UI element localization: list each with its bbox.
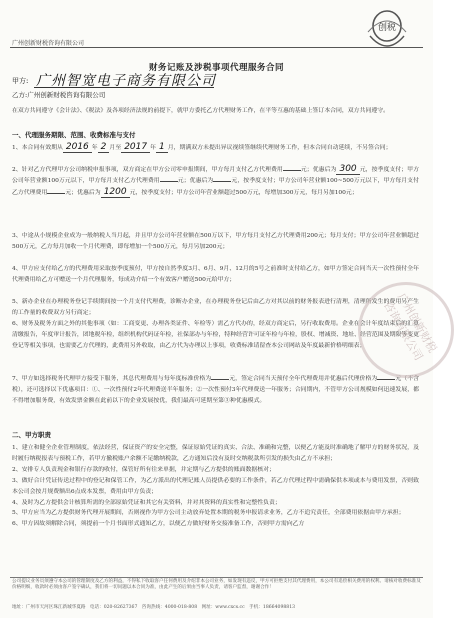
contract-title: 财务记账及涉税事项代理服务合同 — [148, 63, 284, 73]
clause-1-text: 月至 — [109, 145, 122, 151]
header-rule — [10, 47, 423, 48]
duty-item: 3、做好合计凭证传送过程中的登记和保管工作，为乙方派出的代理记账人员提供必要的工作条件，若乙方代理过程中需确保供本项或本与费用发票，否则致本公司会按月规费额出6点成本发票，费用由甲方负责； — [12, 477, 419, 495]
party-b-line — [12, 90, 105, 99]
footer-address: 地址：广州市天河区珠江新城华夏路 — [12, 605, 86, 610]
start-month: 2 — [98, 142, 110, 153]
clause-4: 4、甲方应支付给乙方的代理费用采取按季度预付，甲方按自然季度3月、6月、9月、12月的5号之前准时支付给乙方，如甲方签定合同当天一次性预付全年代理费用给乙方可赠送一个月代理服务，每成功介绍一个有效客户赠送500元给甲方； — [12, 266, 419, 283]
footer-note: 公司提议业务员须遵守本公司的管理制度及乙方的利益，不得私下收取客户任何费用及介绍非本公司业务，如发现有违反，甲方可拒绝支付其代理费用，本公司有追偿相关费用的权利。请核对收费标准及价格明细，收款时必须由客户签字确认，我们将一切问题以本合同为准，由此产生的后果由当事人负责，请客户监督，谢谢合作！ — [12, 579, 421, 591]
blank — [160, 181, 178, 182]
header-company: 广州创新财税咨询有限公司 — [12, 40, 85, 47]
clause-1 — [12, 142, 419, 154]
footer-phone: 020-82627367 — [103, 605, 138, 610]
clause-2-text: 元，按季度支付；甲方公司年营业额超过500万元，每增加300万元，每月另加100元； — [129, 189, 358, 196]
fee-100-500: 1200 — [101, 187, 130, 198]
company-seal — [358, 282, 454, 378]
seal-text: 广州创新财税咨询有限公司 — [381, 291, 440, 363]
footer-phone-label: 电话： — [89, 605, 104, 610]
clause-2-text: 元；优惠后为 — [65, 189, 101, 196]
duty-item: 4、及时为乙方提供会计核算所需的全部原始凭证和其它有关资料，并对其资料的真实性和完整性负责； — [12, 499, 281, 506]
clause-5: 5、新办企业在办理税务登记手续期间按一个月支付代理费，诊断办企业，在办理税务登记后由乙方对其以前的财务报表进行清理，清理所发生的费用另产生的工作量的收费双方另行商定； — [12, 299, 419, 316]
footer-website: 网址：www.cxcs.cc — [201, 605, 245, 610]
company-logo — [364, 6, 410, 54]
clause-6: 6、财务及税务方面之外的其他事项（如：工商变更、办理各类证件、年检等）需乙方代办的，经双方商定后，另行收取费用。企业在会计年度结束后的汇算清缴报告，年度审计报告，团地税年检，组织机构代码证年检，社保部办与年检，特种经营许可证年检与年检，股权、增减资、地址、经营范围及期限等变更登记等相关事项，也需要乙方代理的，此费用另外收取，由乙方代为办理以上事项，收费标准请留查本公司网站及年度最新价格明细表； — [12, 321, 419, 349]
clause-2 — [12, 164, 419, 199]
section-1-heading: 一、代理服务期限、范围、收费标准与支付 — [12, 131, 136, 139]
clause-7-text: 元（不含税），还可选择以下优惠项目：①、一次性预付2年代理费送半年服务；②一次性预付3年代理费送一年服务；合同期内，不管甲方公司规模如何迅速发展，都不得增加服务费，有效发票金额在此前以下的企业发展按优，我们最高可延期至第③种优惠模式。 — [12, 376, 420, 404]
section-2-heading: 二、甲方职责 — [12, 431, 51, 439]
party-a-label: 甲方: — [12, 77, 29, 85]
clause-7-text: 元，签定合同当天预付全年代理费用并优惠后代理价格为 — [229, 376, 378, 382]
duty-item: 6、甲方因故须解除合同，须提前一个月书面形式通知乙方，以便乙方做好财务交接准备工作，否则甲方需向乙方 — [12, 521, 305, 528]
clause-2-text: 元，按季度支付；甲方公司年营业额100~500万元以下，甲方每月支付乙方代理费用 — [12, 177, 420, 196]
clause-2-text: 元；优惠后为 — [177, 177, 214, 184]
party-b-name: 广州创新财税咨询有限公司 — [27, 91, 106, 99]
blank — [47, 193, 65, 194]
party-a-underline — [34, 87, 214, 88]
end-year: 2017 — [121, 142, 150, 153]
clause-1-text: 年 — [150, 145, 156, 151]
footer-contact — [12, 604, 421, 610]
clause-1-text: 1、本合同有效期从 — [12, 145, 63, 151]
clause-1-text: 月，期满双方未提出异议视续签继续代理财务工作，但本合同自动延续，不另签合同； — [167, 145, 392, 151]
blank — [283, 170, 301, 171]
clause-3: 3、中途从小规模企业成为一般纳税人当月起，并且甲方公司年营业额在500万以下，甲方每月支付乙方代理费用200元；每月支付；甲方公司年营业额超过500万元，乙方每月加收一个月代理费，即每增加一个500万元，每月另加200元； — [12, 233, 419, 250]
footer-rule — [10, 577, 423, 578]
fee-zero-declaration: 300 — [336, 164, 359, 175]
duties-list — [12, 443, 419, 530]
footer-mobile: 18664098813 — [262, 605, 296, 610]
clause-2-text: 元；优惠后为 — [300, 167, 337, 173]
start-year: 2016 — [63, 142, 92, 153]
clause-2-text: 元，按季度支付；甲方公司年营业额100万元以下，甲方每月支付乙方代理费用 — [12, 167, 420, 184]
preamble: 在双方共同遵守《会计法》、《税法》及各项经济法规的前提下，就甲方委托乙方代理财务工作，在平等互惠的基础上签订本合同，双方共同遵守。 — [12, 108, 389, 114]
clause-7-text: 7、甲方如选择税务代理甲方接受下服务，其总代理费用与每年度标准价格为 — [12, 376, 212, 382]
blank — [213, 181, 231, 182]
footer-hotline: 4000-018-808 — [164, 605, 198, 610]
blank — [211, 379, 229, 380]
clause-1-text: 年 — [91, 145, 98, 151]
clause-7 — [12, 374, 419, 407]
party-a-name: 广州智宽电子商务有限公司 — [36, 73, 216, 89]
party-b-label: 乙方: — [12, 91, 28, 99]
clause-2-text: 2、针对乙方代理甲方公司纳税申报事项，双方商定在甲方公司零申报期间，甲方每月支付乙方代理费用 — [12, 167, 283, 173]
footer-hotline-label: 咨询热线： — [141, 605, 165, 610]
logo-text: 创税 — [377, 23, 397, 33]
footer-mobile-label: 手机： — [249, 605, 263, 610]
blank — [377, 379, 395, 380]
duty-item: 2、安排专人负责现金和银行存款的收付，保管好所有往来单据，并定期与乙方提供的账面数据核对； — [12, 466, 275, 473]
duty-item: 1、建立和健全企业管理制度，依法经营，保证资产的安全完整，保证原始凭证的真实、合法、准确和完整，以便乙方能及时准确地了解甲方的财务状况，及时履行纳税报表与预税工作，若甲方撤税账户余额不足缴纳税款，乙方通知后没有及时交纳税款所引发的损失由乙方不承担； — [12, 445, 419, 462]
duty-item: 5、甲方应当为乙方提供财务代理开展期间，否则视作为甲方公司主动放弃处置本期的税务申报请求业务，乙方不追究责任，全部费用依据由甲方承担； — [12, 510, 405, 517]
end-month: 1 — [156, 142, 168, 153]
